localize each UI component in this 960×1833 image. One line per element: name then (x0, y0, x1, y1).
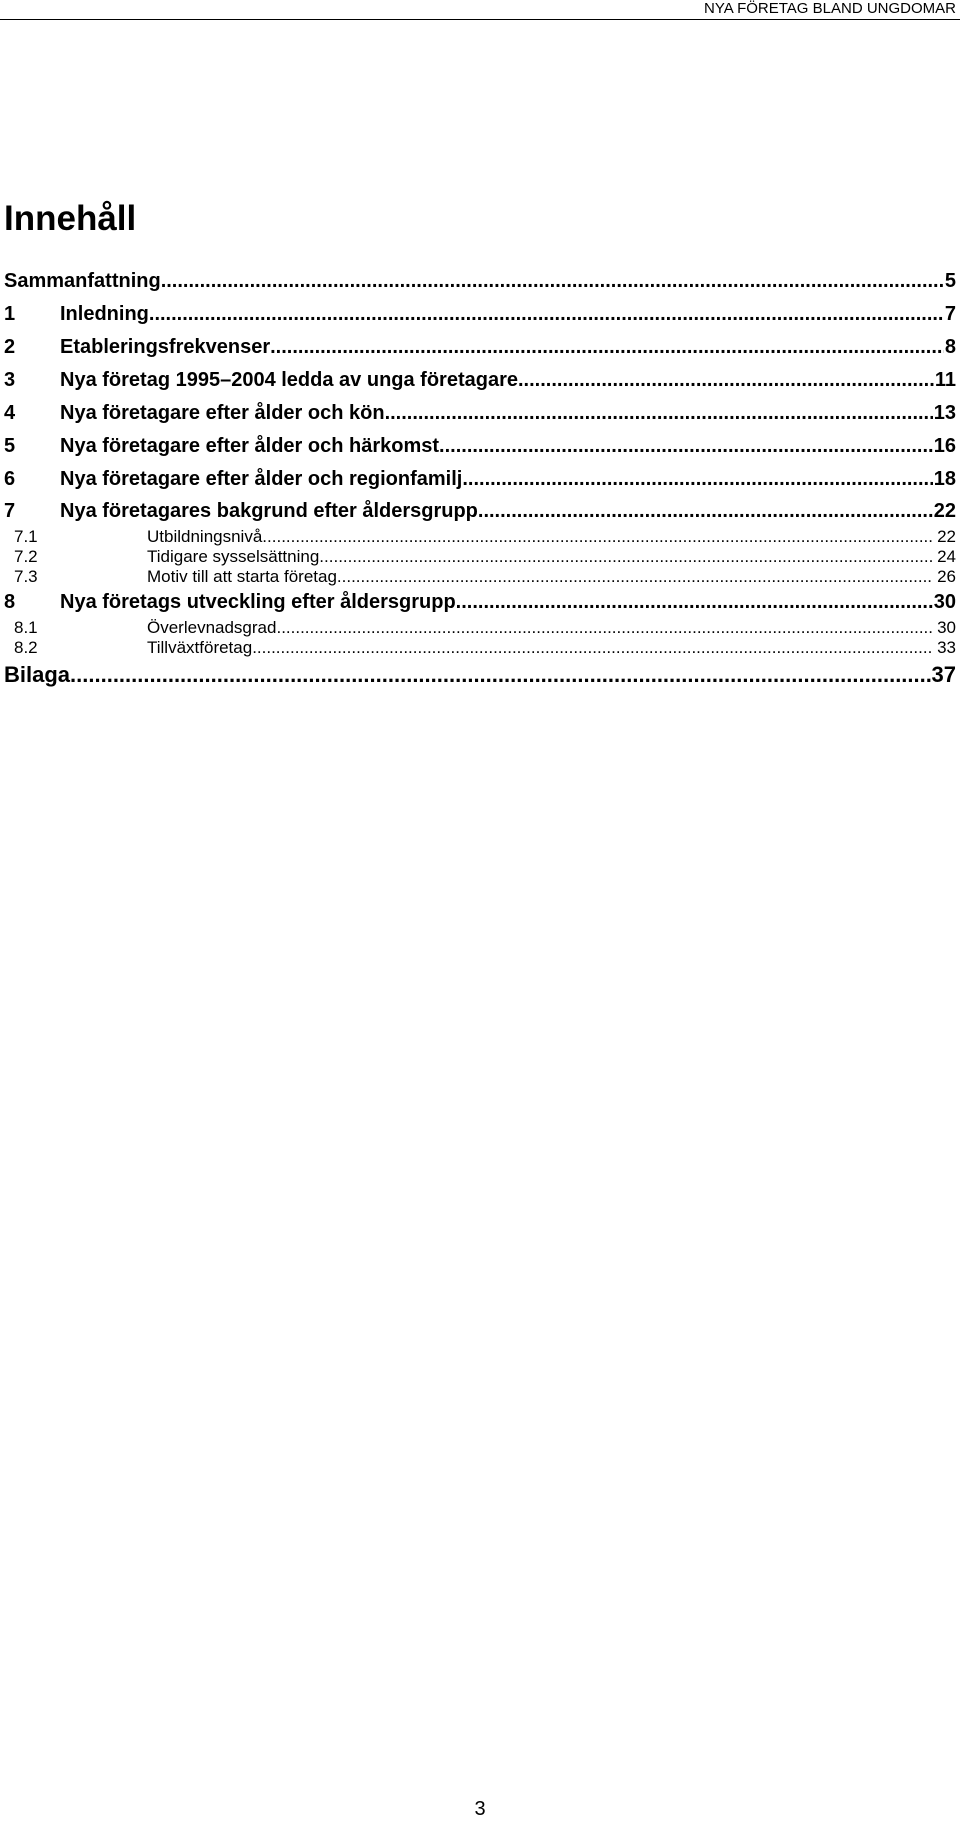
toc-entry-page: 24 (937, 547, 956, 566)
toc-entry-chapter-3[interactable] (4, 364, 956, 397)
toc-entry-number: 5 (4, 435, 16, 457)
toc-entry-number: 8.2 (14, 638, 38, 657)
running-header (0, 0, 960, 28)
toc-entry-page: 26 (937, 567, 956, 586)
table-of-contents (4, 265, 956, 691)
toc-entry-title: Utbildningsnivå (147, 527, 263, 546)
dot-leader (276, 618, 933, 638)
toc-entry-title: Etableringsfrekvenser (60, 336, 271, 358)
toc-entry-number: 8 (4, 591, 16, 613)
toc-entry-title: Nya företagare efter ålder och regionfamilj (60, 468, 463, 490)
toc-entry-title: Bilaga (4, 662, 71, 687)
toc-entry-section-8-2[interactable] (4, 638, 956, 658)
page-number: 3 (474, 1798, 486, 1820)
toc-entry-page: 22 (933, 500, 956, 522)
toc-entry-page: 8 (944, 336, 956, 358)
toc-entry-title: Nya företags utveckling efter åldersgrupp (60, 591, 456, 613)
toc-entry-page: 5 (944, 270, 956, 292)
dot-leader (337, 567, 933, 587)
dot-leader (439, 430, 933, 463)
toc-entry-page: 7 (944, 303, 956, 325)
toc-entry-sammanfattning[interactable] (4, 265, 956, 298)
toc-entry-page: 16 (933, 435, 956, 457)
toc-entry-section-7-2[interactable] (4, 547, 956, 567)
toc-entry-section-7-1[interactable] (4, 527, 956, 547)
dot-leader (262, 527, 933, 547)
toc-entry-title: Nya företagare efter ålder och härkomst (60, 435, 440, 457)
toc-entry-title: Tillväxtföretag (147, 638, 253, 657)
toc-entry-page: 30 (933, 591, 956, 613)
toc-entry-page: 33 (937, 638, 956, 657)
toc-entry-page: 18 (933, 468, 956, 490)
toc-entry-chapter-8[interactable] (4, 587, 956, 618)
dot-leader (270, 331, 944, 364)
toc-entry-section-7-3[interactable] (4, 567, 956, 587)
toc-entry-bilaga[interactable] (4, 658, 956, 691)
toc-entry-number: 4 (4, 402, 16, 424)
toc-entry-title: Nya företagares bakgrund efter åldersgrupp (60, 500, 478, 522)
toc-entry-title: Inledning (60, 303, 149, 325)
dot-leader (385, 397, 933, 430)
dot-leader (478, 496, 933, 527)
dot-leader (252, 638, 933, 658)
dot-leader (161, 265, 944, 298)
dot-leader (456, 587, 933, 618)
toc-entry-page: 22 (937, 527, 956, 546)
running-title: NYA FÖRETAG BLAND UNGDOMAR (704, 0, 956, 17)
toc-entry-number: 8.1 (14, 618, 38, 637)
toc-entry-page: 13 (933, 402, 956, 424)
toc-entry-number: 7.2 (14, 547, 38, 566)
dot-leader (462, 463, 932, 496)
toc-entry-page: 30 (937, 618, 956, 637)
toc-entry-chapter-1[interactable] (4, 298, 956, 331)
dot-leader (319, 547, 933, 567)
toc-entry-number: 6 (4, 468, 16, 490)
toc-entry-title: Motiv till att starta företag (147, 567, 337, 586)
toc-entry-title: Överlevnadsgrad (147, 618, 277, 637)
dot-leader (70, 658, 930, 691)
toc-entry-title: Tidigare sysselsättning (147, 547, 320, 566)
toc-entry-number: 7 (4, 500, 16, 522)
toc-entry-number: 3 (4, 369, 16, 391)
toc-entry-title: Nya företag 1995–2004 ledda av unga företagare (60, 369, 518, 391)
toc-entry-number: 1 (4, 303, 16, 325)
toc-entry-number: 2 (4, 336, 16, 358)
toc-entry-number: 7.1 (14, 527, 38, 546)
dot-leader (149, 298, 944, 331)
toc-entry-title: Sammanfattning (4, 270, 161, 292)
toc-entry-chapter-7[interactable] (4, 496, 956, 527)
toc-entry-chapter-2[interactable] (4, 331, 956, 364)
toc-entry-title: Nya företagare efter ålder och kön (60, 402, 385, 424)
toc-entry-page: 11 (934, 369, 956, 391)
toc-entry-chapter-4[interactable] (4, 397, 956, 430)
toc-entry-chapter-6[interactable] (4, 463, 956, 496)
toc-entry-number: 7.3 (14, 567, 38, 586)
toc-entry-page: 37 (931, 662, 956, 687)
toc-heading: Innehåll (4, 199, 137, 238)
dot-leader (518, 364, 934, 397)
toc-entry-section-8-1[interactable] (4, 618, 956, 638)
toc-entry-chapter-5[interactable] (4, 430, 956, 463)
header-rule (0, 19, 960, 20)
